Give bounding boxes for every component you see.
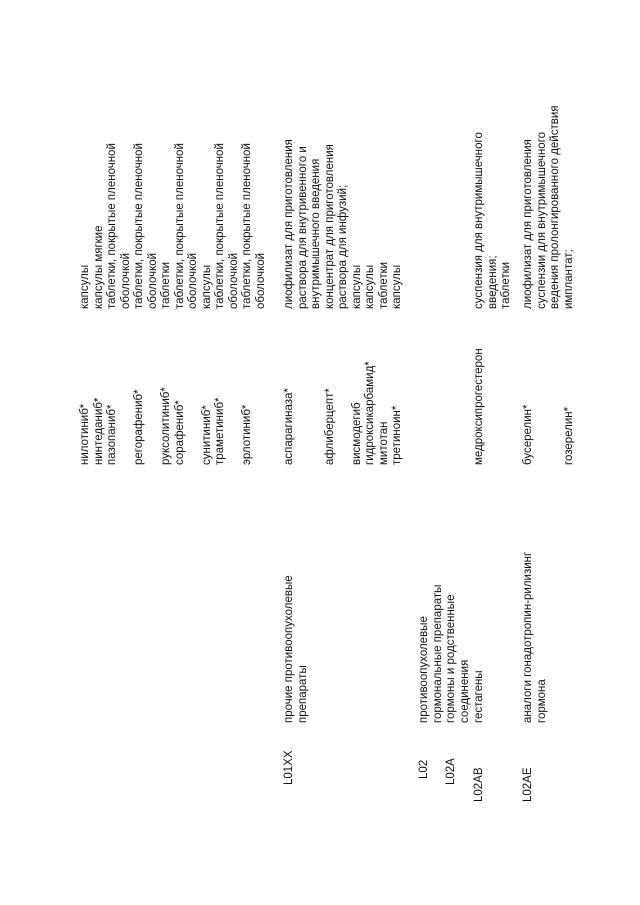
atc-code: L02AE <box>522 767 534 802</box>
dosage-forms: лиофилизат для приготовления раствора для внутривенного и внутримышечного введения концентрат для приготовления раствора для инфузий; капсулы капсулы таблетки капсулы <box>283 139 403 309</box>
drug-name: медроксипрогестерон <box>473 348 485 465</box>
atc-code: L01XX <box>283 750 295 785</box>
atc-code: L02 <box>418 759 430 779</box>
drug-name: нилотиниб* нинтеданиб* пазопаниб* регорафениб* руксолитиниб* сорафениб* сунитиниб* траметиниб* эрлотиниб* <box>79 387 253 465</box>
drug-name: бусерелин* гозерелин* <box>522 404 575 465</box>
drug-name: аспарагиназа* афлиберцепт* висмодегиб гидроксикарбамид* митотан третиноин* <box>283 361 403 465</box>
group-name: противоопухолевые гормональные препараты <box>418 584 444 723</box>
group-name: гестагены <box>473 670 485 723</box>
group-name: гормоны и родственные соединения <box>445 594 471 723</box>
group-name: аналоги гонадотропин-рилизинг гормона <box>522 551 548 723</box>
dosage-forms: капсулы капсулы мягкие таблетки, покрытые пленочной оболочкой таблетки, покрытые пленочной оболочкой таблетки таблетки, покрытые пленочной оболочкой капсулы таблетки, покрытые пленочной оболочкой таблетки, покрытые пленочной оболочкой <box>79 143 267 309</box>
atc-code: L02AB <box>473 767 485 802</box>
group-name: прочие противоопухолевые препараты <box>283 575 309 723</box>
dosage-forms: суспензия для внутримышечного введения; таблетки <box>473 132 512 309</box>
dosage-forms: лиофилизат для приготовления суспензии для внутримышечного ведения пролонгированного действия имплантат; <box>522 105 575 309</box>
atc-code: L02A <box>445 758 457 785</box>
